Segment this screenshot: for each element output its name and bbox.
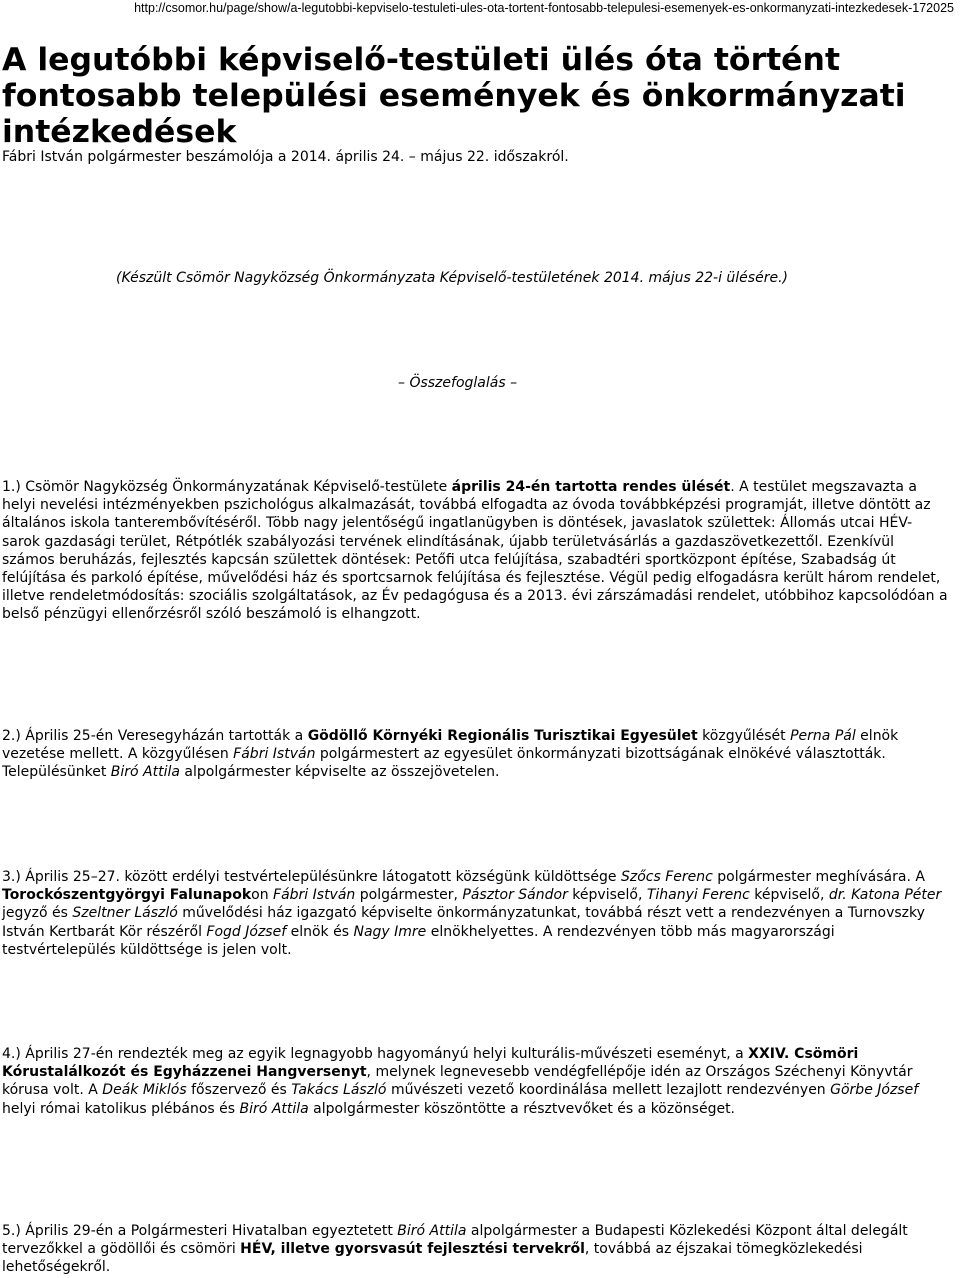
paragraph-2 bbox=[2, 727, 950, 782]
p4-text: művészeti vezető koordinálása mellett lezajlott rendezvényen bbox=[386, 1082, 831, 1099]
p4-text: főszervező és bbox=[186, 1082, 292, 1099]
summary-heading: – Összefoglalás – bbox=[398, 375, 518, 391]
p3-text: elnökhelyettes. A rendezvényen több más magyarországi testvértelepülés küldöttsége is jelen volt. bbox=[2, 923, 835, 958]
p3-italic: Fábri István bbox=[273, 887, 356, 904]
p4-text: 4.) Április 27-én rendezték meg az egyik legnagyobb hagyományú helyi kulturális-művészeti eseményt, a bbox=[2, 1046, 749, 1062]
p3-italic: Szőcs Ferenc bbox=[620, 869, 713, 885]
p1-bold: április 24-én tartotta rendes ülését bbox=[451, 479, 731, 495]
p1-text: 1.) Csömör Nagyközség Önkormányzatának Képviselő-testülete bbox=[2, 479, 452, 495]
p2-text: alpolgármester képviselte az összejövetelen. bbox=[179, 764, 500, 781]
p1-text: . A testület megszavazta a helyi nevelési intézményekben pszichológus alkalmazását, továbbá elfogadta az óvoda továbbképzési programját, illetve döntött az általános iskola tanterembővítéséről. Több nagy jelentőségű ingatlanügyben is döntések, javaslatok születtek: Állomás utcai HÉV-sarok gazdasági terület, Rétpótlék szabályozási tervének elindításának, újabb területvásárlás a gazdaszövetkezettől. Ezenkívül számos beruházás, fejlesztés kapcsán születtek döntések: Petőfi utca felújítása, szabadtéri sportközpont építése, Szabadság út felújítása és parkoló építése, művelődési ház és sportcsarnok felújítása és fejlesztése. Végül pedig elfogadásra került három rendelet, illetve rendeletmódosítás: szociális szolgáltatások, az Év pedagógusa és a 2013. évi zárszámadási rendelet, utóbbihoz kapcsolódóan a belső pénzügyi ellenőrzésről szóló beszámoló is elhangzott. bbox=[2, 479, 948, 623]
p3-italic: Pásztor Sándor bbox=[462, 887, 568, 904]
p2-italic: Fábri István bbox=[233, 746, 316, 763]
p2-bold: Gödöllő Környéki Regionális Turisztikai Egyesület bbox=[307, 728, 698, 744]
p2-text: elnök vezetése mellett. A közgyűlésen bbox=[2, 728, 899, 763]
p3-text: on bbox=[251, 887, 274, 904]
p4-text: helyi római katolikus plébános és bbox=[2, 1100, 240, 1117]
p3-text: 3.) Április 25–27. között erdélyi testvértelepülésünkre látogatott községünk küldöttsége bbox=[2, 869, 621, 885]
p3-text: képviselő, bbox=[567, 887, 647, 904]
p3-text: jegyző és bbox=[2, 905, 73, 922]
p4-text: , melynek legnevesebb vendégfellépője idén az Országos Széchenyi Könyvtár kórusa volt. A bbox=[2, 1064, 913, 1099]
p5-text: 5.) Április 29-én a Polgármesteri Hivatalban egyeztetett bbox=[2, 1223, 398, 1239]
paragraph-4 bbox=[2, 1045, 950, 1118]
subtitle: Fábri István polgármester beszámolója a 2014. április 24. – május 22. időszakról. bbox=[2, 149, 569, 165]
p2-text: közgyűlését bbox=[697, 728, 791, 744]
p3-italic: Szeltner László bbox=[72, 905, 178, 922]
p4-italic: Takács László bbox=[291, 1082, 387, 1099]
page-url: http://csomor.hu/page/show/a-legutobbi-kepviselo-testuleti-ules-ota-tortent-fontosabb-telepulesi-esemenyek-es-onkormanyzati-intezkedesek-172025 bbox=[134, 1, 954, 15]
p5-italic: Biró Attila bbox=[397, 1223, 467, 1239]
paragraph-3 bbox=[2, 868, 950, 959]
p3-bold: Torockószentgyörgyi Falunapok bbox=[2, 887, 252, 904]
p3-italic: Tihanyi Ferenc bbox=[646, 887, 750, 904]
page-title: A legutóbbi képviselő-testületi ülés óta történt fontosabb települési események és önkormányzati intézkedések bbox=[2, 42, 906, 150]
p5-text: , továbbá az éjszakai tömegközlekedési lehetőségekről. bbox=[2, 1241, 863, 1276]
p3-text: polgármester meghívására. A bbox=[712, 869, 925, 885]
p4-italic: Görbe József bbox=[830, 1082, 919, 1099]
p3-text: képviselő, bbox=[749, 887, 829, 904]
paragraph-1 bbox=[2, 478, 950, 624]
p3-italic: Nagy Imre bbox=[353, 923, 427, 940]
p3-text: polgármester, bbox=[355, 887, 463, 904]
p4-text: alpolgármester köszöntötte a résztvevőket és a közönséget. bbox=[308, 1100, 736, 1117]
p4-italic: Biró Attila bbox=[239, 1100, 309, 1117]
p5-bold: HÉV, illetve gyorsvasút fejlesztési tervekről bbox=[240, 1241, 585, 1258]
p5-text: alpolgármester a Budapesti Közlekedési Központ által delegált tervezőkkel a gödöllői és csömöri bbox=[2, 1223, 908, 1258]
p4-bold: XXIV. Csömöri Kórustalálkozót és Egyházzenei Hangversenyt bbox=[2, 1046, 859, 1081]
paragraph-5 bbox=[2, 1222, 950, 1277]
p3-italic: dr. Katona Péter bbox=[828, 887, 942, 904]
p2-text: 2.) Április 25-én Veresegyházán tartották a bbox=[2, 728, 308, 744]
p2-italic: Perna Pál bbox=[790, 728, 856, 744]
p3-italic: Fogd József bbox=[206, 923, 287, 940]
p4-italic: Deák Miklós bbox=[102, 1082, 187, 1099]
p2-text: polgármestert az egyesület önkormányzati bizottságának elnökévé választották. Településünket bbox=[2, 746, 886, 781]
meeting-note: (Készült Csömör Nagyközség Önkormányzata Képviselő-testületének 2014. május 22-i ülésére.) bbox=[116, 270, 788, 286]
p3-text: művelődési ház igazgató képviselte önkormányzatunkat, továbbá részt vett a rendezvényen a Turnovszky István Kertbarát Kör részéről bbox=[2, 905, 925, 940]
p2-italic: Biró Attila bbox=[110, 764, 180, 781]
p3-text: elnök és bbox=[286, 923, 354, 940]
